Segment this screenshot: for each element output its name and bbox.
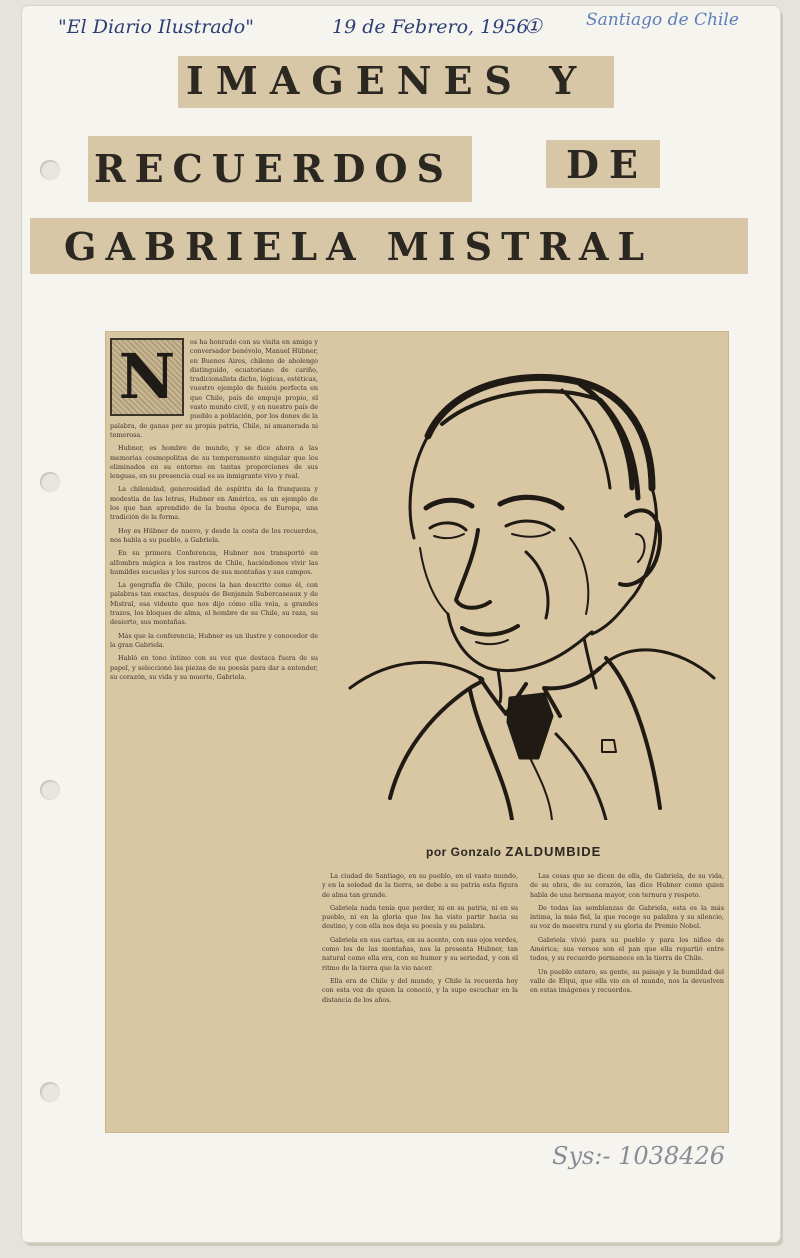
archive-code: Sys:- 1038426: [552, 1142, 726, 1170]
article-paragraph: La geografía de Chile, pocos la han descrito como él, con palabras tan exactas, después de Benjamín Subercaseaux y de Mistral, esa vidente que nos dijo cómo ella veía, a grandes trazos, los bloques de alma, el hombre de su Chile, su raza, su desierto, sus montañas.: [110, 581, 318, 627]
article-paragraph: Más que la conferencia, Hubner es un ilustre y conocedor de la gran Gabriela.: [110, 631, 318, 649]
portrait-illustration: [330, 338, 720, 820]
article-paragraph: Hoy es Hübner de nuevo, y desde la costa de los recuerdos, nos habla a su pueblo, a Gabriela.: [110, 526, 318, 544]
article-paragraph: Gabriela nada tenía que perder, ni en su patria, ni en su pueblo, ni en la gloria que los ha visto partir hacia su destino, y con ella nos deja su poesía y su palabra.: [322, 903, 518, 931]
headline-line-3: GABRIELA MISTRAL: [64, 224, 654, 269]
handwritten-date: 19 de Febrero, 1956: [332, 16, 529, 38]
article-paragraph: Las cosas que se dicen de ella, de Gabriela, de su vida, de su obra, de su corazón, las dice Hubner como quien habla de una hermana mayor, con ternura y respeto.: [530, 872, 724, 899]
handwritten-mark: ①: [524, 14, 542, 38]
location-stamp: Santiago de Chile: [586, 10, 739, 30]
headline-line-1: IMAGENES Y: [186, 58, 589, 103]
byline-surname: ZALDUMBIDE: [505, 844, 602, 859]
drop-cap: N: [110, 338, 184, 416]
byline: [426, 844, 601, 859]
handwritten-newspaper-name: "El Diario Ilustrado": [58, 16, 254, 38]
headline-line-2b: DE: [566, 142, 648, 187]
binder-hole: [40, 1082, 60, 1102]
binder-hole: [40, 160, 60, 180]
article-paragraph: Habló en tono íntimo con su voz que destaca fuera de su papel, y seleccionó las piezas de su poesía para dar a entender, su corazón, su vida y su muerte, Gabriela.: [110, 654, 318, 681]
article-paragraph: os ha honrado con su visita en amiga y conversador benévolo, Manuel Hübner, en Buenos Aires, chileno de abolengo distinguido, ecuatoriano de cariño, tradicionalista dicho, lógicas, estéticas, vuestro ejemplo de fusión perfecta en que Chile, país de empuje propio, el vasto mundo civil, y en nuestro país de pueblo a población, por los dones de la palabra, de ganas por su propia patria, Chile, ni amanerada ni temerosa.: [110, 338, 318, 439]
article-paragraph: La chilenidad, generosidad de espíritu de la franqueza y modestia de las letras, Hubner en América, es un ejemplo de los que han aprendido de la buena época de Europa, una tradición de la forma.: [110, 485, 318, 522]
binder-hole: [40, 472, 60, 492]
article-paragraph: Gabriela vivió para su pueblo y para los niños de América; sus versos son el pan que ella repartió entre todos, y su recuerdo permanece en la tierra de Chile.: [530, 935, 724, 963]
article-paragraph: Hubner, es hombre de mundo, y se dice ahora a las memorias cosmopolitas de su temperamento singular que los eliminados en su entorno en tantas proporciones de sus lenguas, en su presencia cual es su inmigrante vivo y real.: [110, 444, 318, 481]
article-paragraph: De todas las semblanzas de Gabriela, esta es la más íntima, la más fiel, la que recoge su palabra y su silencio, su voz de maestra rural y su gloria de Premio Nobel.: [530, 903, 724, 931]
article-paragraph: En su primera Conferencia, Hubner nos transportó en alfombra mágica a los rastros de Chile, haciéndonos vivir las humildes escuelas y los surcos de sus montañas y sus campos.: [110, 549, 318, 576]
article-paragraph: Gabriela en sus cartas, en su acento, con sus ojos verdes, como los de las montañas, nos la presenta Hubner, tan natural como ella era, con su humor y su seriedad, y con el ritmo de la tierra que la vio nacer.: [322, 935, 518, 972]
article-paragraph: La ciudad de Santiago, en su pueblo, en el vasto mundo, y en la soledad de la tierra, se debe a su patria esta figura de alma tan grande.: [322, 872, 518, 899]
article-paragraph: Ella era de Chile y del mundo, y Chile la recuerda hoy con esta voz de quien la conoció, y la supo escuchar en la distancia de los años.: [322, 976, 518, 1004]
byline-prefix: por Gonzalo: [426, 845, 502, 859]
headline-line-2a: RECUERDOS: [94, 146, 453, 191]
article-column-3: [530, 872, 724, 1130]
article-paragraph: Un pueblo entero, su gente, su paisaje y la humildad del valle de Elqui, que ella vio en el mundo, nos la devuelven en estas imágenes y recuerdos.: [530, 967, 724, 995]
binder-hole: [40, 780, 60, 800]
article-column-2: [322, 872, 518, 1130]
article-column-1: [110, 338, 318, 1128]
